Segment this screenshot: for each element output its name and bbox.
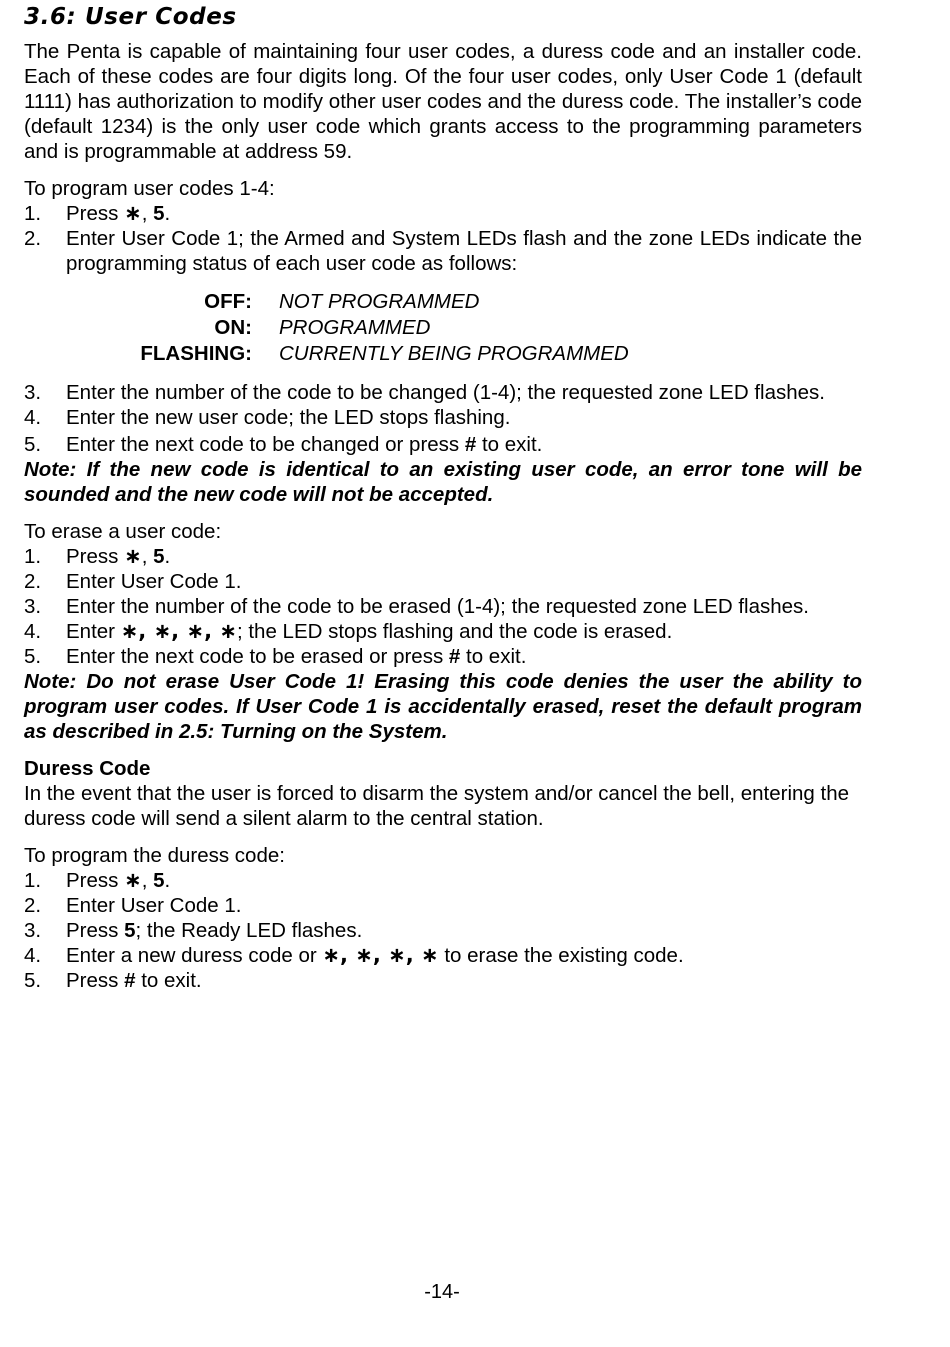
list-item: 4. Enter a new duress code or ∗, ∗, ∗, ∗ to erase the existing code. [24, 943, 684, 967]
list-item: 3. Enter the number of the code to be changed (1-4); the requested zone LED flashes. [24, 381, 825, 404]
status-row: FLASHING: CURRENTLY BEING PROGRAMMED [140, 342, 629, 365]
program-duress-heading: To program the duress code: [24, 844, 285, 867]
list-item: 4. Enter the new user code; the LED stops flashing. [24, 406, 511, 429]
list-item: 3. Enter the number of the code to be erased (1-4); the requested zone LED flashes. [24, 595, 810, 618]
star-key-icon: ∗ [124, 201, 142, 225]
list-item: 5. Press # to exit. [24, 969, 202, 992]
list-item: 1. Press ∗, 5. [24, 868, 171, 892]
erase-note: Note: Do not erase User Code 1! Erasing this code denies the user the ability to program user codes. If User Code 1 is accidentally erased, reset the default program as described in 2.5: Turning on the System. [24, 670, 862, 743]
list-item: 5. Enter the next code to be changed or press # to exit. [24, 433, 543, 456]
status-row: ON: PROGRAMMED [214, 316, 431, 339]
program-user-codes-steps [24, 201, 862, 276]
list-item: 2. Enter User Code 1. [24, 894, 242, 917]
star-key-icon: ∗ [124, 868, 142, 892]
program-user-codes-section [24, 176, 862, 507]
star-key-sequence-icon: ∗, ∗, ∗, ∗ [322, 943, 439, 967]
section-title: 3.6: User Codes [24, 4, 237, 30]
page-number: -14- [424, 1281, 460, 1303]
program-note: Note: If the new code is identical to an existing user code, an error tone will be sounded and the new code will not be accepted. [24, 458, 862, 506]
list-item: 3. Press 5; the Ready LED flashes. [24, 919, 363, 942]
star-key-sequence-icon: ∗, ∗, ∗, ∗ [120, 619, 237, 643]
list-item: 5. Enter the next code to be erased or press # to exit. [24, 645, 527, 668]
program-user-codes-heading: To program user codes 1-4: [24, 177, 275, 200]
star-key-icon: ∗ [124, 544, 142, 568]
erase-user-code-section [24, 519, 862, 744]
list-item: 2. Enter User Code 1. [24, 570, 242, 593]
erase-user-code-heading: To erase a user code: [24, 520, 222, 543]
duress-code-description: In the event that the user is forced to disarm the system and/or cancel the bell, entering the duress code will send a silent alarm to the central station. [24, 782, 850, 830]
list-item: 1. Press ∗, 5. [24, 201, 171, 225]
document-page [24, 0, 862, 993]
list-item: 4. Enter ∗, ∗, ∗, ∗; the LED stops flashing and the code is erased. [24, 619, 673, 643]
status-row: OFF: NOT PROGRAMMED [204, 290, 480, 313]
program-duress-section [24, 843, 862, 993]
list-item: 1. Press ∗, 5. [24, 544, 171, 568]
program-user-codes-steps-continued [24, 380, 862, 457]
list-item: 2. Enter User Code 1; the Armed and System LEDs flash and the zone LEDs indicate the programming status of each user code as follows: [24, 227, 862, 275]
duress-code-section [24, 756, 862, 831]
led-status-table [24, 289, 862, 367]
program-duress-steps [24, 868, 862, 993]
duress-code-heading: Duress Code [24, 757, 151, 780]
intro-paragraph: The Penta is capable of maintaining four user codes, a duress code and an installer code. Each of these codes are four digits long. Of the four user codes, only User Code 1 (default 1111) has authorization to modify other user codes and the duress code. The installer’s code (default 1234) is the only user code which grants access to the programming parameters and is programmable at address 59. [24, 40, 862, 163]
erase-user-code-steps [24, 544, 862, 669]
